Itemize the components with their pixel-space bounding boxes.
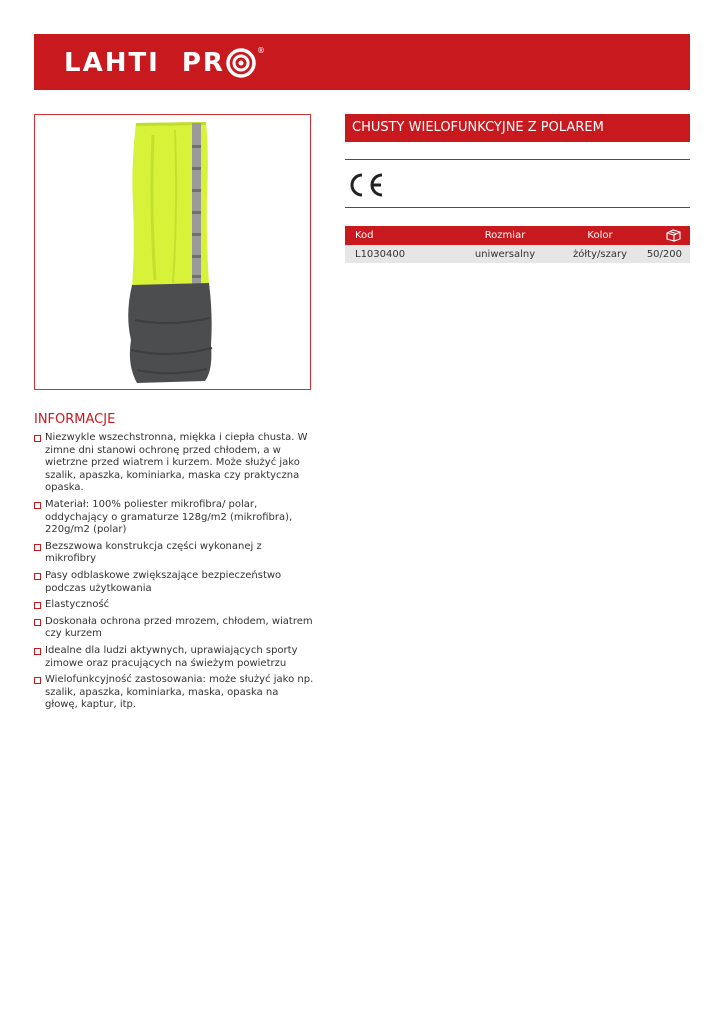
- cell-quantity: 50/200: [640, 245, 690, 263]
- list-item-text: Bezszwowa konstrukcja części wykonanej z mikrofibry: [45, 540, 262, 565]
- list-item: [34, 674, 314, 712]
- header-size: Rozmiar: [450, 226, 560, 245]
- header-code: Kod: [345, 226, 450, 245]
- list-item-text: Niezwykle wszechstronna, miękka i ciepła chusta. W zimne dni stanowi ochronę przed chłodem, a w wietrzne przed wiatrem i kurzem. Może służyć jako szalik, apaszka, kominiarka, maska czy praktyczna opaska.: [45, 432, 308, 494]
- header-quantity: [640, 226, 690, 245]
- list-item: [34, 645, 314, 670]
- list-item: [34, 570, 314, 595]
- table-row: [345, 245, 690, 263]
- list-item-text: Elastyczność: [45, 599, 110, 611]
- product-image-buff: [35, 115, 310, 389]
- ce-mark-icon: [345, 172, 385, 198]
- list-item-text: Wielofunkcyjność zastosowania: może służyć jako np. szalik, apaszka, kominiarka, maska, opaska na głowę, kaptur, itp.: [45, 674, 314, 711]
- spec-table-header: [345, 226, 690, 245]
- list-item-text: Doskonała ochrona przed mrozem, chłodem, wiatrem czy kurzem: [45, 615, 313, 640]
- square-bullet-icon: [34, 502, 41, 509]
- cell-code: L1030400: [345, 245, 450, 263]
- product-title: CHUSTY WIELOFUNKCYJNE Z POLAREM: [345, 114, 690, 142]
- info-list: [34, 432, 314, 716]
- divider-top: [345, 159, 690, 160]
- list-item-text: Materiał: 100% poliester mikrofibra/ polar, oddychający o gramaturze 128g/m2 (mikrofibra), 220g/m2 (polar): [45, 498, 293, 536]
- cell-size: uniwersalny: [450, 245, 560, 263]
- list-item: [34, 432, 314, 495]
- logo-text-lahti: LAHTI: [64, 48, 160, 78]
- spec-table: [345, 226, 690, 263]
- list-item-text: Idealne dla ludzi aktywnych, uprawiających sporty zimowe oraz pracujących na świeżym powietrzu: [45, 644, 298, 669]
- list-item-text: Pasy odblaskowe zwiększające bezpieczeństwo podczas użytkowania: [45, 569, 282, 594]
- square-bullet-icon: [34, 648, 41, 655]
- square-bullet-icon: [34, 677, 41, 684]
- brand-logo[interactable]: [64, 48, 265, 78]
- info-heading: INFORMACJE: [34, 412, 116, 427]
- cell-color: żółty/szary: [560, 245, 640, 263]
- logo-text-pro: PR: [181, 48, 225, 78]
- brand-header: [34, 34, 690, 90]
- list-item: [34, 541, 314, 566]
- registered-mark: ®: [256, 46, 265, 55]
- square-bullet-icon: [34, 544, 41, 551]
- header-color: Kolor: [560, 226, 640, 245]
- square-bullet-icon: [34, 602, 41, 609]
- package-icon: [665, 229, 682, 242]
- list-item: [34, 599, 314, 612]
- divider-bottom: [345, 207, 690, 208]
- square-bullet-icon: [34, 573, 41, 580]
- list-item: [34, 499, 314, 537]
- product-image-frame: [34, 114, 311, 390]
- logo-target-icon: [226, 48, 256, 78]
- list-item: [34, 616, 314, 641]
- square-bullet-icon: [34, 619, 41, 626]
- square-bullet-icon: [34, 435, 41, 442]
